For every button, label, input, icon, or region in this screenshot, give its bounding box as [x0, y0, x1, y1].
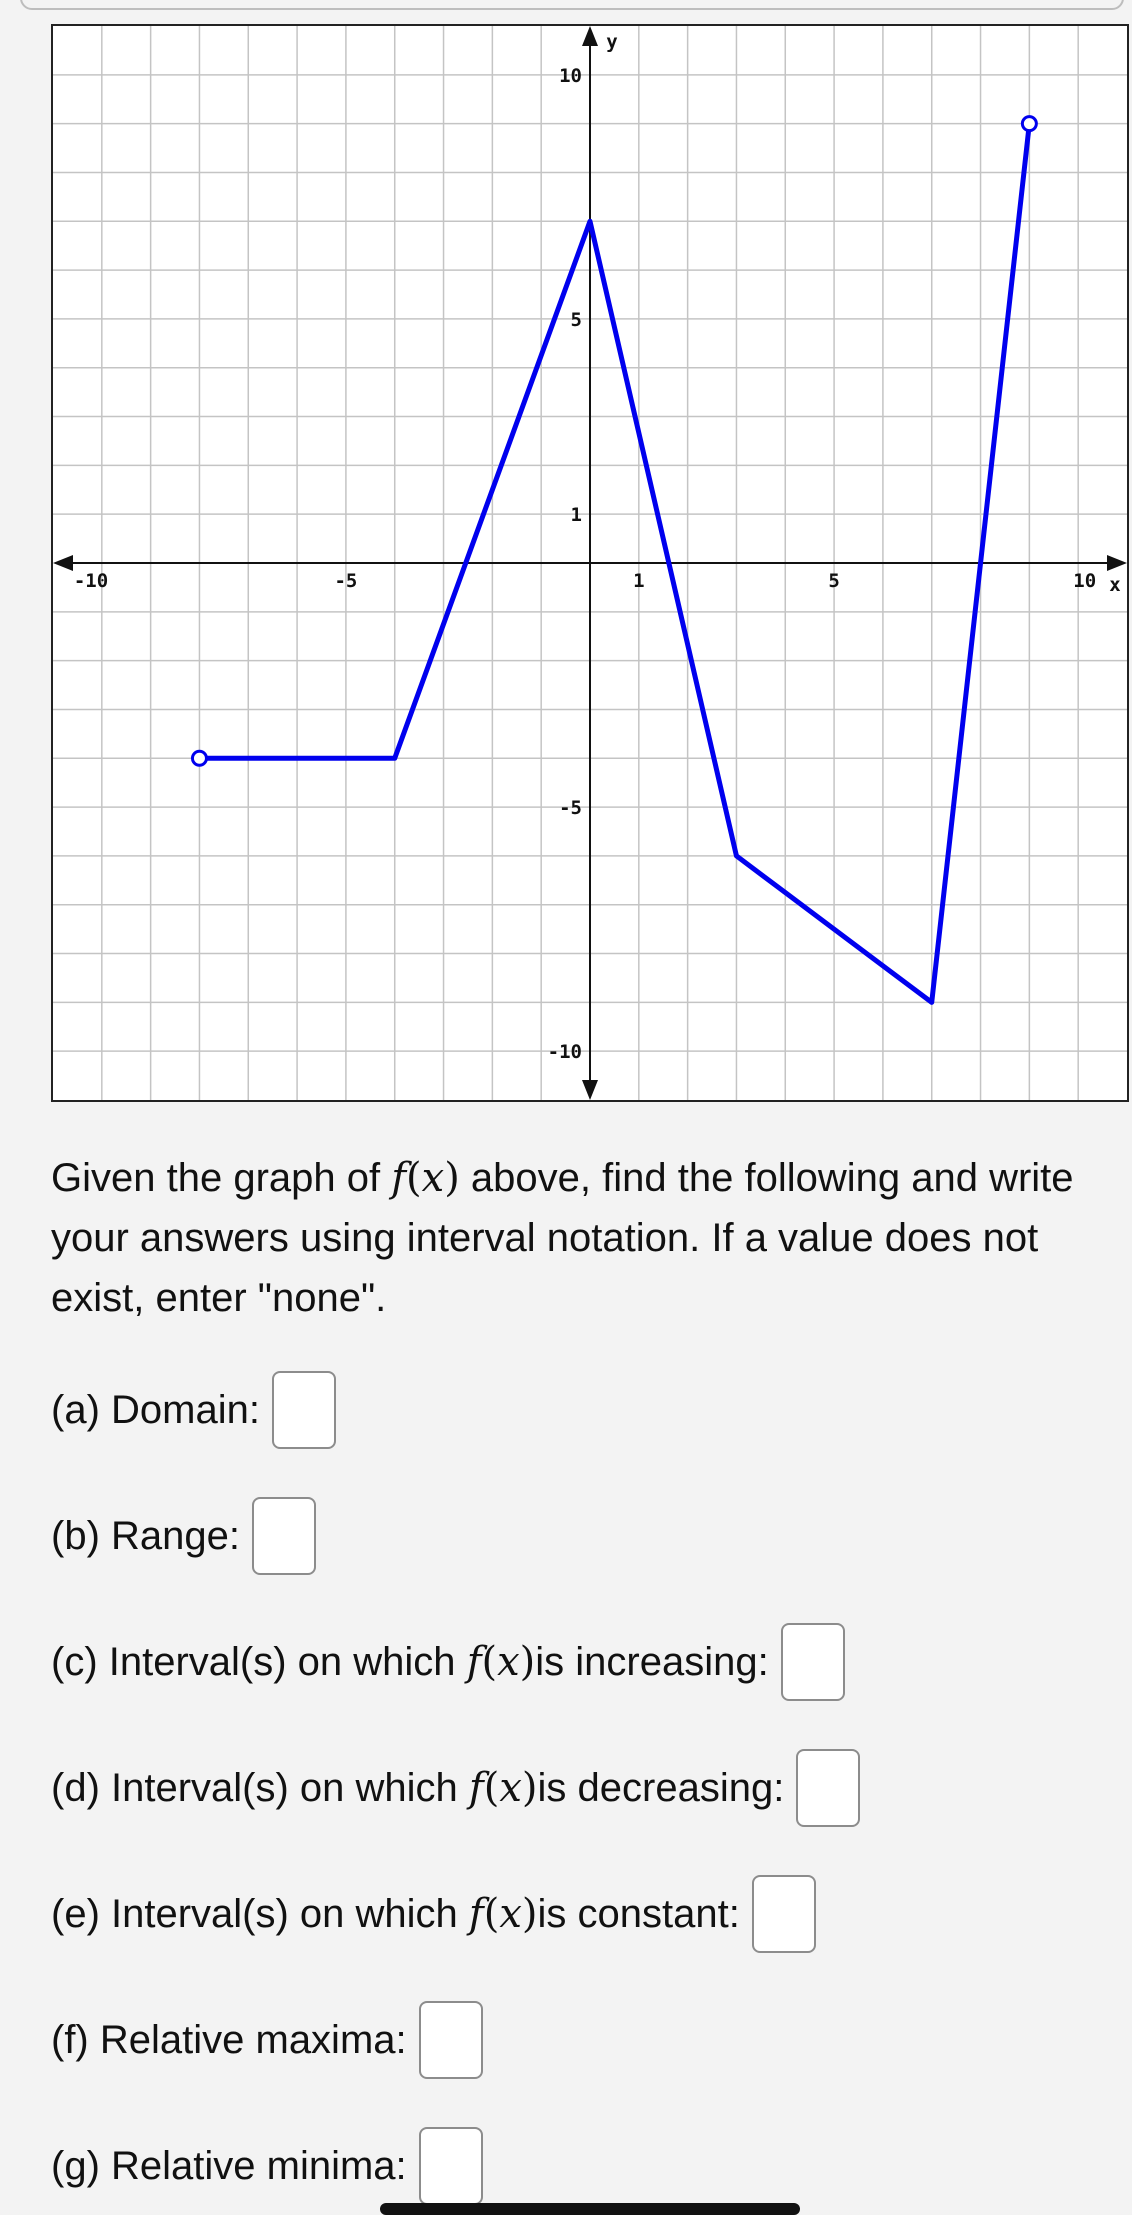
- y-tick-label: -10: [547, 1041, 582, 1064]
- series-f: [192, 117, 1036, 1003]
- increasing-label-suffix: is increasing:: [535, 1639, 769, 1684]
- x-tick-label: -10: [73, 570, 109, 592]
- function-notation: f(x): [468, 1891, 538, 1937]
- question-constant: [51, 1872, 816, 1956]
- y-axis-bottom-arrow: [582, 1080, 598, 1100]
- x-axis-left-arrow: [53, 555, 73, 571]
- constant-answer-box[interactable]: [752, 1875, 816, 1953]
- relative-maxima-label: (f) Relative maxima:: [51, 2017, 407, 2062]
- function-notation: f(x): [391, 1155, 460, 1201]
- decreasing-label-suffix: is decreasing:: [537, 1765, 785, 1810]
- question-range: [51, 1494, 316, 1578]
- x-tick-label: 5: [828, 570, 840, 592]
- domain-label: (a) Domain:: [51, 1387, 260, 1432]
- x-tick-label: 10: [1073, 570, 1097, 592]
- question-prompt: Given the graph of f(x) above, find the following and write your answers using interval notation. If a value does not exist, enter "none".: [51, 1155, 1074, 1320]
- decreasing-answer-box[interactable]: [796, 1749, 860, 1827]
- home-indicator: [380, 2203, 800, 2215]
- x-axis-label: x: [1109, 574, 1121, 596]
- constant-label-suffix: is constant:: [537, 1891, 740, 1936]
- range-answer-box[interactable]: [252, 1497, 316, 1575]
- domain-answer-box[interactable]: [272, 1371, 336, 1449]
- increasing-answer-box[interactable]: [781, 1623, 845, 1701]
- function-notation: f(x): [466, 1639, 536, 1685]
- relative-minima-label: (g) Relative minima:: [51, 2143, 407, 2188]
- question-decreasing: [51, 1746, 860, 1830]
- tick-labels: [74, 31, 1121, 1063]
- card-top-edge: [20, 0, 1124, 10]
- question-increasing: [51, 1620, 845, 1704]
- y-tick-label: -5: [559, 797, 582, 820]
- x-axis-right-arrow: [1107, 555, 1127, 571]
- open-endpoint: [192, 751, 206, 765]
- increasing-label: (c) Interval(s) on which: [51, 1639, 456, 1684]
- constant-label: (e) Interval(s) on which: [51, 1891, 458, 1936]
- question-relative-maxima: [51, 1998, 483, 2082]
- function-graph: [53, 26, 1127, 1100]
- y-tick-label: 5: [570, 308, 582, 331]
- graph-panel: [51, 24, 1129, 1102]
- open-endpoint: [1022, 117, 1036, 131]
- relative-maxima-answer-box[interactable]: [419, 2001, 483, 2079]
- question-relative-minima: [51, 2124, 483, 2208]
- x-tick-label: -5: [334, 570, 358, 592]
- x-tick-label: 1: [633, 570, 645, 592]
- function-notation: f(x): [468, 1765, 538, 1811]
- y-axis-label: y: [606, 31, 618, 53]
- y-tick-label: 10: [559, 64, 582, 87]
- relative-minima-answer-box[interactable]: [419, 2127, 483, 2205]
- question-domain: [51, 1368, 336, 1452]
- range-label: (b) Range:: [51, 1513, 240, 1558]
- y-axis-top-arrow: [582, 26, 598, 46]
- decreasing-label: (d) Interval(s) on which: [51, 1765, 458, 1810]
- y-tick-label: 1: [570, 504, 582, 527]
- axes: [53, 26, 1127, 1100]
